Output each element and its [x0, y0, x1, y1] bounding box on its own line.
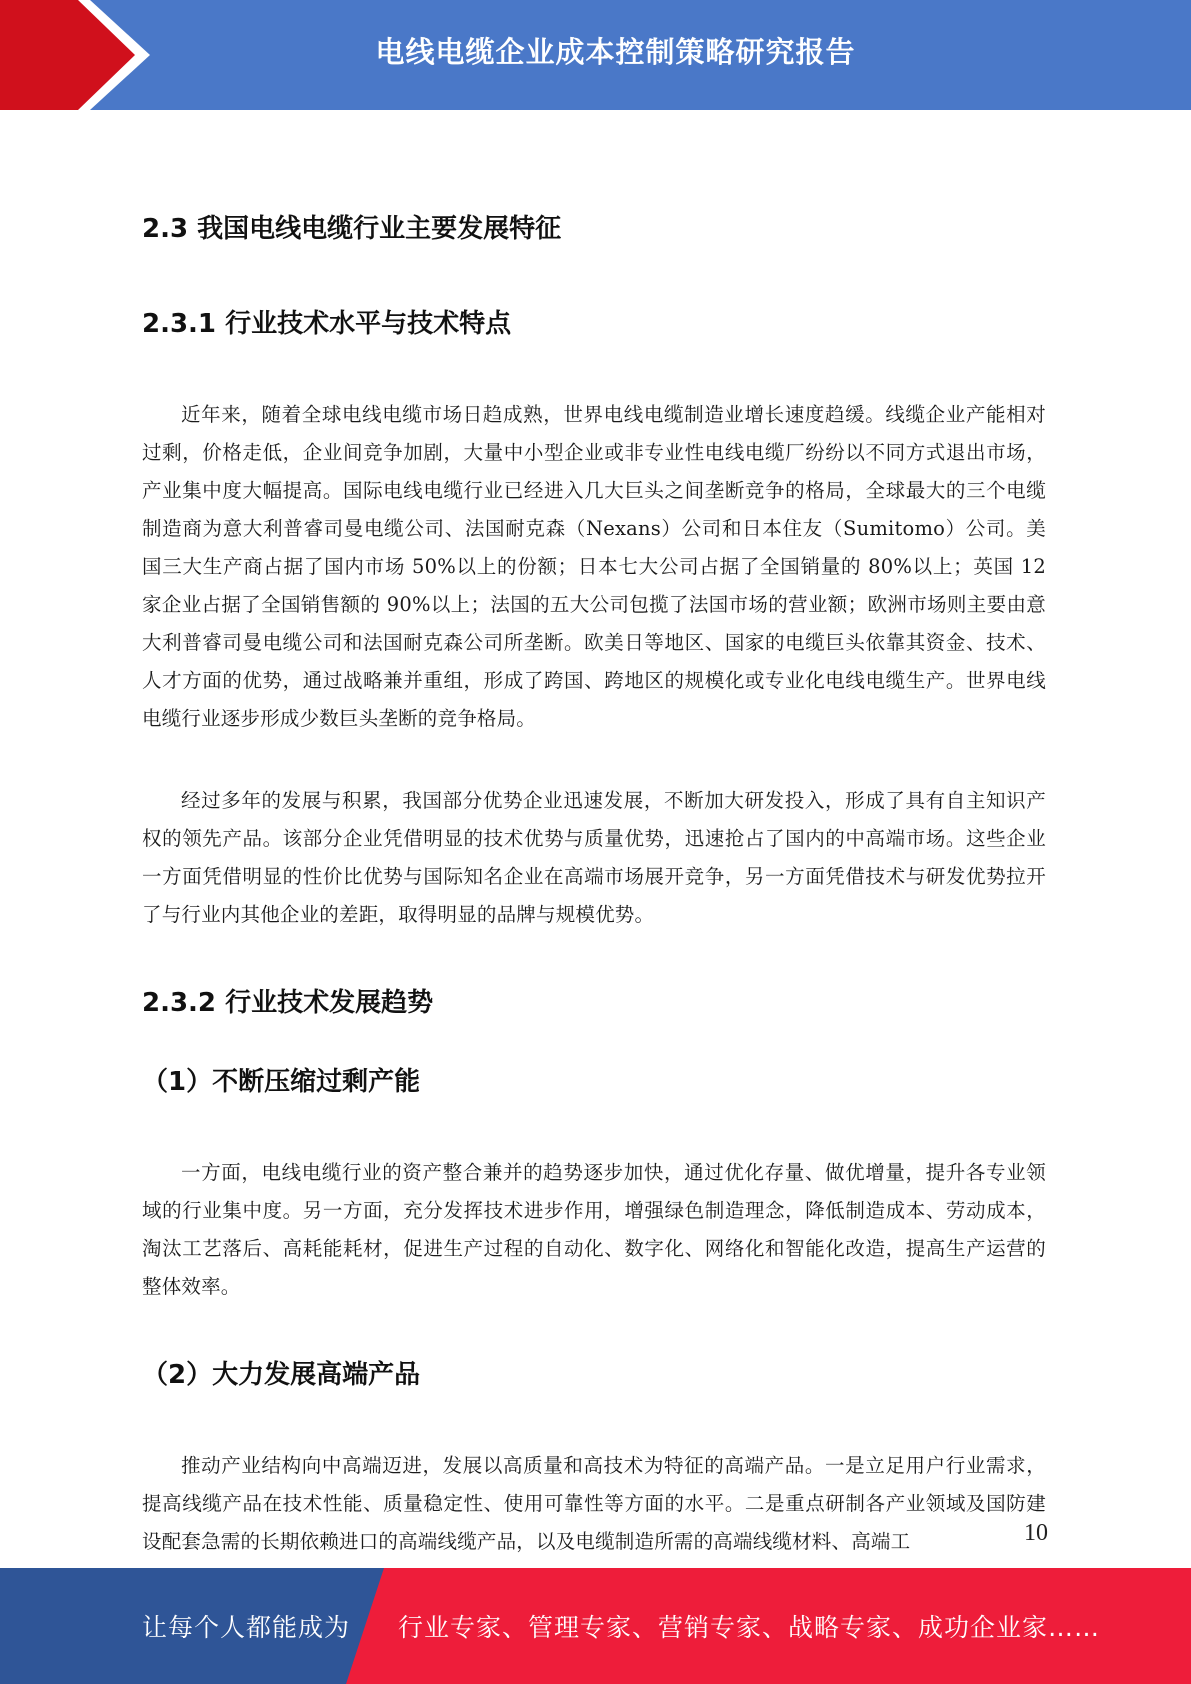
paragraph-4: 推动产业结构向中高端迈进，发展以高质量和高技术为特征的高端产品。一是立足用户行业需求，提高线缆产品在技术性能、质量稳定性、使用可靠性等方面的水平。二是重点研制各产业领域及国防建设配套急需的长期依赖进口的高端线缆产品，以及电缆制造所需的高端线缆材料、高端工	[142, 1454, 1046, 1553]
paragraph-2: 经过多年的发展与积累，我国部分优势企业迅速发展，不断加大研发投入，形成了具有自主知识产权的领先产品。该部分企业凭借明显的技术优势与质量优势，迅速抢占了国内的中高端市场。这些企业一方面凭借明显的性价比优势与国际知名企业在高端市场展开竞争，另一方面凭借技术与研发优势拉开了与行业内其他企业的差距，取得明显的品牌与规模优势。	[142, 789, 1046, 926]
subheading-item-2: （2）大力发展高端产品	[142, 1360, 421, 1390]
page-number: 10	[1024, 1520, 1048, 1546]
main-content	[142, 208, 1046, 1561]
paragraph-3: 一方面，电线电缆行业的资产整合兼并的趋势逐步加快，通过优化存量、做优增量，提升各专业领域的行业集中度。另一方面，充分发挥技术进步作用，增强绿色制造理念，降低制造成本、劳动成本，淘汰工艺落后、高耗能耗材，促进生产过程的自动化、数字化、网络化和智能化改造，提高生产运营的整体效率。	[142, 1161, 1046, 1298]
section-heading-2-3-1: 2.3.1 行业技术水平与技术特点	[142, 309, 512, 339]
paragraph-1: 近年来，随着全球电线电缆市场日趋成熟，世界电线电缆制造业增长速度趋缓。线缆企业产能相对过剩，价格走低，企业间竞争加剧，大量中小型企业或非专业性电线电缆厂纷纷以不同方式退出市场，产业集中度大幅提高。国际电线电缆行业已经进入几大巨头之间垄断竞争的格局，全球最大的三个电缆制造商为意大利普睿司曼电缆公司、法国耐克森（Nexans）公司和日本住友（Sumitomo）公司。美国三大生产商占据了国内市场 50%以上的份额；日本七大公司占据了全国销量的 80%以上；英国 12 家企业占据了全国销售额的 90%以上；法国的五大公司包揽了法国市场的营业额；欧洲市场则主要由意大利普睿司曼电缆公司和法国耐克森公司所垄断。欧美日等地区、国家的电缆巨头依靠其资金、技术、人才方面的优势，通过战略兼并重组，形成了跨国、跨地区的规模化或专业化电线电缆生产。世界电线电缆行业逐步形成少数巨头垄断的竞争格局。	[142, 403, 1046, 730]
page-header	[0, 0, 1191, 110]
footer-slogan-left: 让每个人都能成为	[142, 1613, 351, 1642]
header-title: 电线电缆企业成本控制策略研究报告	[375, 35, 856, 69]
section-heading-2-3-2: 2.3.2 行业技术发展趋势	[142, 988, 434, 1018]
footer-slogan-right: 行业专家、管理专家、营销专家、战略专家、成功企业家……	[398, 1613, 1101, 1642]
page-footer	[0, 1568, 1191, 1684]
section-heading-2-3: 2.3 我国电线电缆行业主要发展特征	[142, 214, 562, 244]
subheading-item-1: （1）不断压缩过剩产能	[142, 1067, 421, 1097]
